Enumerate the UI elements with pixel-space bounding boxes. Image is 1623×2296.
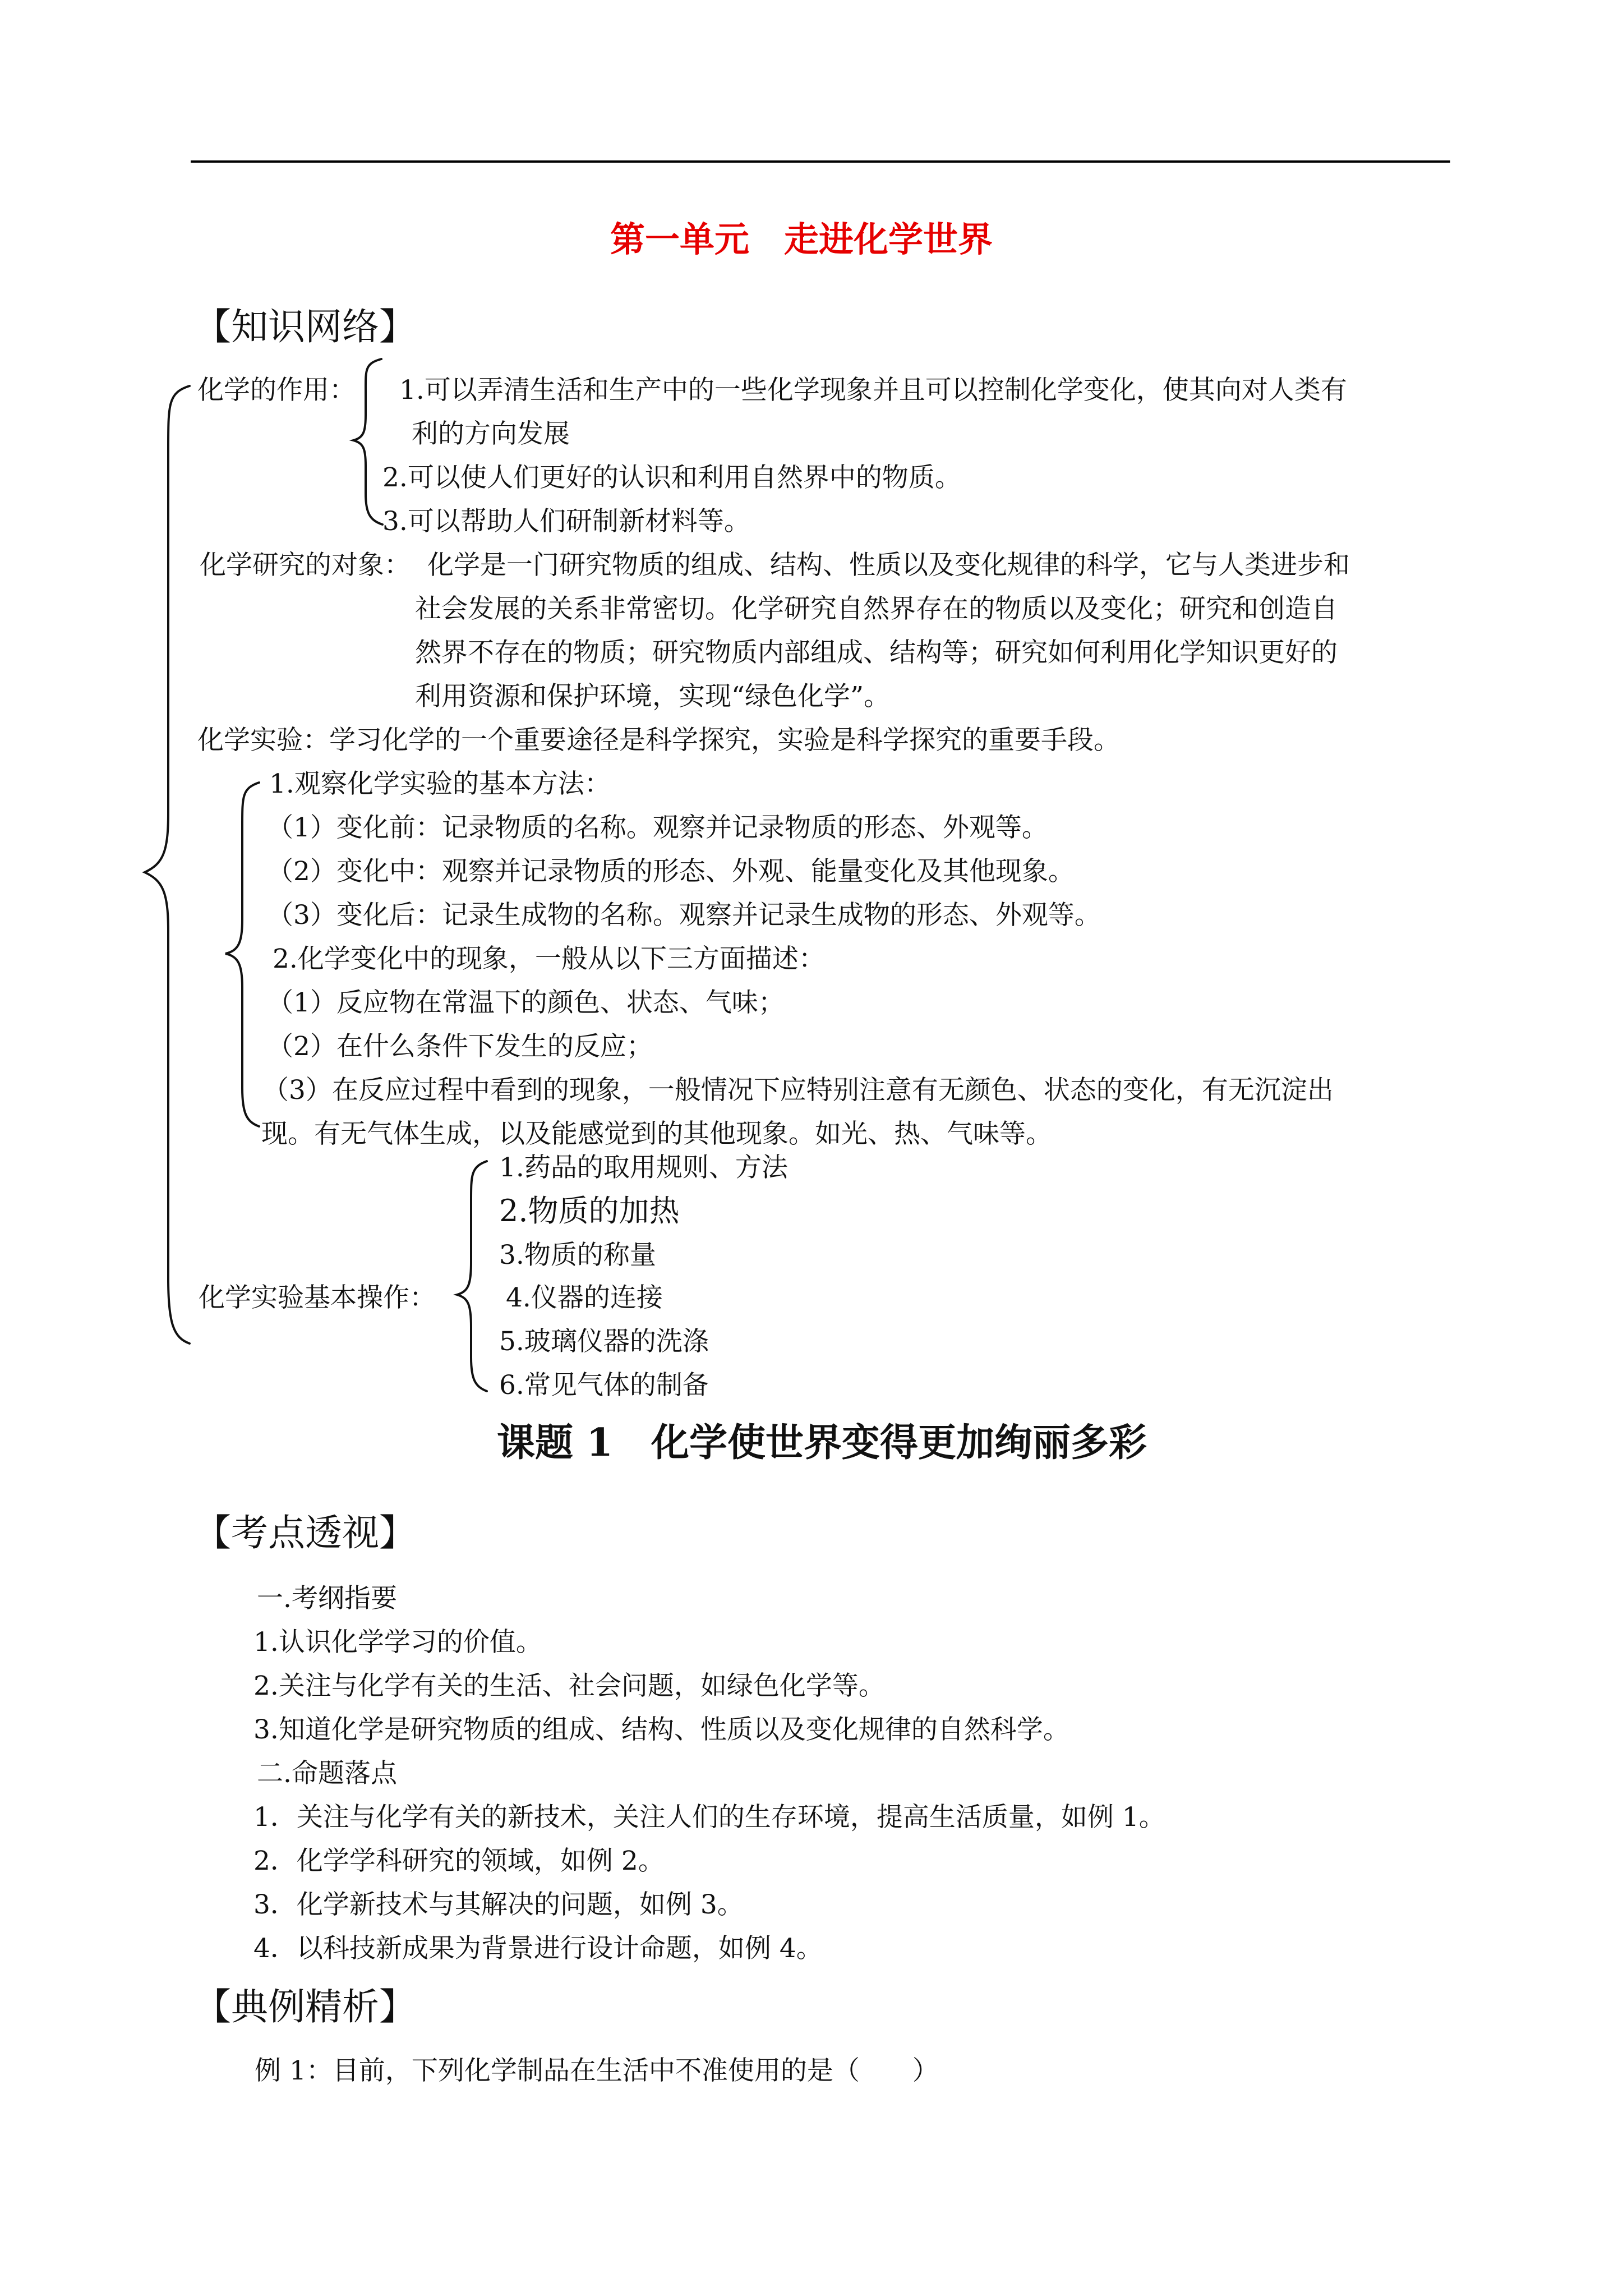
role-item-3: 3.可以帮助人们研制新材料等。 [382, 506, 750, 537]
role-label: 化学的作用： [197, 375, 356, 406]
knowledge-network-heading: 【知识网络】 [194, 305, 416, 348]
object-line-4: 利用资源和保护环境，实现“绿色化学”。 [415, 681, 891, 712]
experiment-item-1: 1.观察化学实验的基本方法： [269, 769, 611, 799]
experiment-item-7: （2）在什么条件下发生的反应； [267, 1031, 653, 1062]
exam-points-heading: 【考点透视】 [194, 1511, 416, 1554]
example-1-question: 例 1：目前，下列化学制品在生活中不准使用的是（ ） [255, 2055, 939, 2086]
role-item-2: 2.可以使人们更好的认识和利用自然界中的物质。 [382, 462, 961, 493]
object-line-2: 社会发展的关系非常密切。化学研究自然界存在的物质以及变化；研究和创造自 [415, 593, 1338, 624]
experiment-item-2: （1）变化前：记录物质的名称。观察并记录物质的形态、外观等。 [267, 812, 1048, 843]
experiment-item-8: （3）在反应过程中看到的现象，一般情况下应特别注意有无颜色、状态的变化，有无沉淀出 [262, 1075, 1334, 1106]
experiment-item-9: 现。有无气体生成，以及能感觉到的其他现象。如光、热、气味等。 [261, 1119, 1052, 1149]
exam-line-6: 1．关注与化学有关的新技术，关注人们的生存环境，提高生活质量，如例 1。 [253, 1802, 1165, 1833]
experiment-item-4: （3）变化后：记录生成物的名称。观察并记录生成物的形态、外观等。 [267, 900, 1101, 931]
page-title: 第一单元 走进化学世界 [610, 219, 993, 260]
exam-line-2: 1.认识化学学习的价值。 [253, 1627, 542, 1658]
exam-line-7: 2．化学学科研究的领域，如例 2。 [253, 1846, 665, 1876]
role-item-1: 1.可以弄清生活和生产中的一些化学现象并且可以控制化学变化，使其向对人类有 [399, 375, 1347, 406]
experiment-item-5: 2.化学变化中的现象，一般从以下三方面描述： [273, 944, 825, 974]
object-label: 化学研究的对象： [200, 550, 411, 581]
object-line-1: 化学是一门研究物质的组成、结构、性质以及变化规律的科学，它与人类进步和 [427, 550, 1350, 581]
exam-line-8: 3．化学新技术与其解决的问题，如例 3。 [253, 1889, 744, 1920]
exam-line-5: 二.命题落点 [257, 1758, 397, 1789]
experiment-item-3: （2）变化中：观察并记录物质的形态、外观、能量变化及其他现象。 [267, 856, 1075, 887]
experiment-line: 化学实验：学习化学的一个重要途径是科学探究，实验是科学探究的重要手段。 [197, 725, 1120, 756]
role-item-1-cont: 利的方向发展 [412, 418, 570, 449]
exam-line-9: 4．以科技新成果为背景进行设计命题，如例 4。 [253, 1933, 823, 1964]
role-brace [353, 359, 382, 524]
exam-line-3: 2.关注与化学有关的生活、社会问题，如绿色化学等。 [253, 1671, 885, 1701]
exam-line-1: 一.考纲指要 [257, 1583, 397, 1614]
operation-item-3: 3.物质的称量 [499, 1240, 656, 1271]
operation-item-6: 6.常见气体的制备 [499, 1370, 709, 1401]
object-line-3: 然界不存在的物质；研究物质内部组成、结构等；研究如何利用化学知识更好的 [415, 637, 1338, 668]
operation-item-1: 1.药品的取用规则、方法 [499, 1152, 788, 1183]
operation-item-5: 5.玻璃仪器的洗涤 [499, 1326, 709, 1357]
main-brace [145, 386, 190, 1343]
operations-brace [457, 1161, 487, 1391]
operation-item-4: 4.仪器的连接 [506, 1282, 663, 1313]
experiment-brace [225, 783, 259, 1126]
lesson-title: 课题 1 化学使世界变得更加绚丽多彩 [497, 1420, 1147, 1465]
experiment-item-6: （1）反应物在常温下的颜色、状态、气味； [267, 987, 785, 1018]
operations-label: 化学实验基本操作： [199, 1282, 436, 1313]
examples-heading: 【典例精析】 [194, 1985, 416, 2028]
operation-item-2: 2.物质的加热 [499, 1193, 680, 1228]
exam-line-4: 3.知道化学是研究物质的组成、结构、性质以及变化规律的自然科学。 [253, 1714, 1069, 1745]
